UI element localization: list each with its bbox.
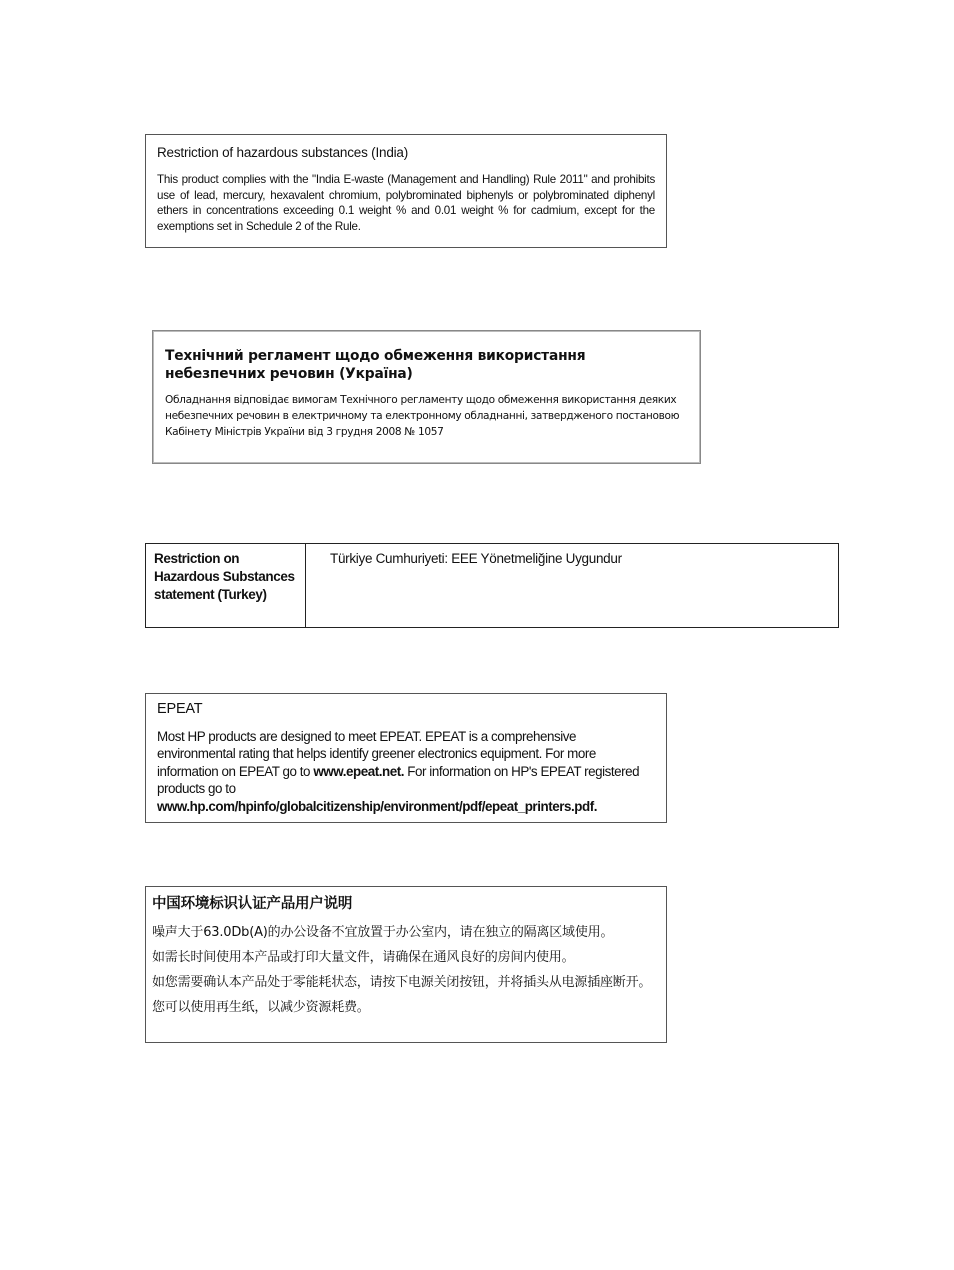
china-environmental-label-section bbox=[145, 886, 667, 1043]
ukraine-rohs-title: Технічний регламент щодо обмеження використання небезпечних речовин (Україна) bbox=[165, 348, 586, 382]
ukraine-rohs-section bbox=[152, 330, 701, 464]
india-rohs-section bbox=[145, 134, 667, 248]
china-line-power-off: 如您需要确认本产品处于零能耗状态，请按下电源关闭按钮，并将插头从电源插座断开。 bbox=[152, 975, 652, 990]
hp-epeat-link[interactable]: www.hp.com/hpinfo/globalcitizenship/environment/pdf/epeat_printers.pdf. bbox=[157, 798, 597, 814]
india-rohs-title: Restriction of hazardous substances (India) bbox=[157, 145, 409, 160]
ukraine-rohs-body: Обладнання відповідає вимогам Технічного регламенту щодо обмеження використання деяких небезпечних речовин в електричному та електронному обладнанні, затвердженого постановою Кабінету Міністрів України від 3 грудня 2008 № 1057 bbox=[165, 394, 680, 438]
epeat-body bbox=[157, 728, 655, 815]
china-line-ventilation: 如需长时间使用本产品或打印大量文件，请确保在通风良好的房间内使用。 bbox=[152, 950, 575, 965]
india-rohs-body: This product complies with the "India E-waste (Management and Handling) Rule 2011" and prohibits use of lead, mercury, hexavalent chromium, polybrominated biphenyls or polybrominated diphenyl ethers in concentrations exceeding 0.1 weight % and 0.01 weight % for cadmium, except for the exemptions set in Schedule 2 of the Rule. bbox=[157, 173, 655, 233]
epeat-text-2: For information on HP's EPEAT registered products go to bbox=[157, 763, 640, 797]
turkey-rohs-statement: Türkiye Cumhuriyeti: EEE Yönetmeliğine Uygundur bbox=[330, 551, 622, 566]
china-section-title: 中国环境标识认证产品用户说明 bbox=[152, 896, 353, 912]
epeat-section bbox=[145, 693, 667, 823]
china-line-recycled-paper: 您可以使用再生纸，以减少资源耗费。 bbox=[152, 1000, 370, 1015]
turkey-rohs-label: Restriction on Hazardous Substances statement (Turkey) bbox=[146, 544, 306, 627]
epeat-text-1: Most HP products are designed to meet EPEAT. EPEAT is a comprehensive environmental rating that helps identify greener electronics equipment. For more information on EPEAT go to bbox=[157, 729, 596, 779]
epeat-link[interactable]: www.epeat.net. bbox=[313, 763, 405, 779]
epeat-title: EPEAT bbox=[157, 701, 203, 717]
turkey-rohs-table bbox=[145, 543, 839, 628]
china-line-noise: 噪声大于63.0Db(A)的办公设备不宜放置于办公室内，请在独立的隔离区域使用。 bbox=[152, 925, 614, 940]
